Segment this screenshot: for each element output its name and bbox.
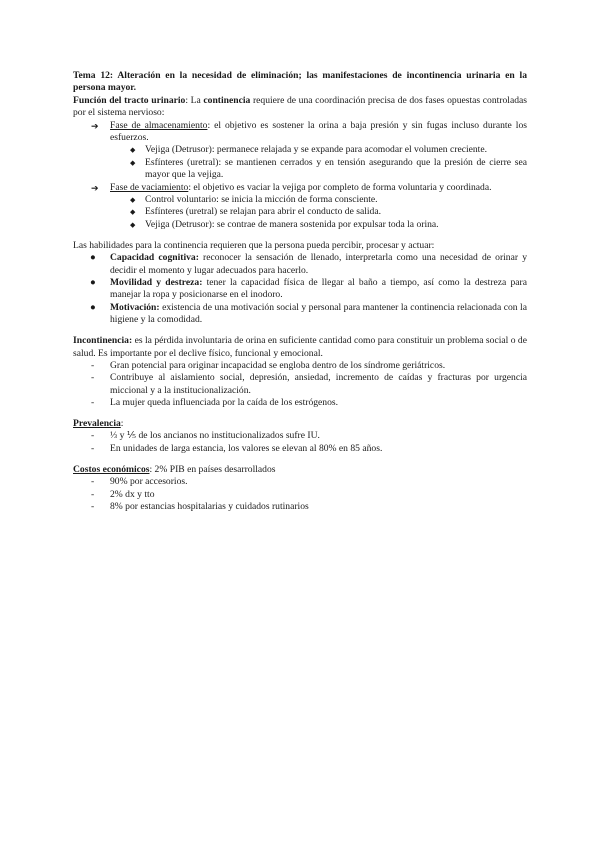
prevalencia-heading: Prevalencia: [73, 418, 124, 430]
fase-almacenamiento: ➔ Fase de almacenamiento: el objetivo es sostener la orina a baja presión y sin fugas incluso durante los esfuerzos. [91, 119, 527, 144]
dash-bullet: - [91, 372, 95, 384]
list-item: ● Movilidad y destreza: tener la capacidad física de llegar al baño a tiempo, así como la destreza para manejar la ropa y posicionarse en el inodoro. [90, 277, 527, 301]
list-item: ◆ Esfínteres (uretral): se mantienen cerrados y en tensión asegurando que la presión de cierre sea mayor que la vejiga. [130, 156, 527, 181]
list-item: - ⅓ y ⅕ de los ancianos no institucionalizados sufre IU. [91, 430, 320, 442]
fase-label: Fase de almacenamiento [110, 119, 208, 131]
diamond-bullet-icon: ◆ [130, 158, 136, 167]
habilidades-intro: Las habilidades para la continencia requieren que la persona pueda percibir, procesar y actuar: [73, 239, 435, 251]
dash-bullet: - [91, 430, 95, 442]
list-item: ◆ Control voluntario: se inicia la micción de forma consciente. [130, 194, 378, 206]
diamond-bullet-icon: ◆ [130, 146, 136, 155]
incontinencia-label: Incontinencia: [73, 335, 133, 347]
list-item: - 90% por accesorios. [91, 476, 188, 488]
list-item: - La mujer queda influenciada por la caída de los estrógenos. [91, 397, 339, 409]
list-item: ◆ Vejiga (Detrusor): permanece relajada y se expande para acomodar el volumen creciente. [130, 144, 488, 156]
continencia-keyword: continencia [203, 94, 251, 106]
document-title: Tema 12: Alteración en la necesidad de eliminación; las manifestaciones de incontinencia urinaria en la persona mayor. [73, 70, 527, 94]
arrow-icon: ➔ [91, 120, 99, 131]
bullet-icon: ● [90, 277, 96, 288]
dash-bullet: - [91, 442, 95, 454]
dash-bullet: - [91, 501, 95, 512]
funcion-label: Función del tracto urinario [73, 94, 186, 106]
list-item: - 2% dx y tto [91, 488, 155, 500]
document-page [73, 70, 527, 513]
diamond-bullet-icon: ◆ [130, 196, 136, 205]
dash-bullet: - [91, 488, 95, 500]
arrow-icon: ➔ [91, 182, 99, 193]
list-item: ● Motivación: existencia de una motivación social y personal para mantener la continencia relacionada con la higiene y la comodidad. [90, 301, 527, 326]
diamond-bullet-icon: ◆ [130, 220, 136, 229]
dash-bullet: - [91, 359, 95, 371]
list-item: - Gran potencial para originar incapacidad se engloba dentro de los síndrome geriátricos. [91, 359, 446, 371]
costos-heading: Costos económicos: 2% PIB en países desarrollados [73, 463, 276, 475]
funcion-paragraph: Función del tracto urinario: La continencia requiere de una coordinación precisa de dos fases opuestas controladas por el sistema nervioso: [73, 94, 527, 119]
fase-vaciamiento: ➔ Fase de vaciamiento: el objetivo es vaciar la vejiga por completo de forma voluntaria y coordinada. [91, 181, 492, 193]
list-item: - En unidades de larga estancia, los valores se elevan al 80% en 85 años. [91, 442, 383, 454]
dash-bullet: - [91, 397, 95, 409]
bullet-icon: ● [90, 301, 96, 313]
list-item: - Contribuye al aislamiento social, depresión, ansiedad, incremento de caídas y fracturas por urgencia miccional y a la institucionalización. [91, 372, 527, 396]
dash-bullet: - [91, 476, 95, 488]
fase-label: Fase de vaciamiento [110, 181, 189, 193]
list-item: ◆ Vejiga (Detrusor): se contrae de manera sostenida por expulsar toda la orina. [130, 218, 439, 230]
list-item: ● Capacidad cognitiva: reconocer la sensación de llenado, interpretarla como una necesidad de orinar y decidir el momento y lugar adecuados para hacerlo. [90, 252, 527, 276]
incontinencia-paragraph: Incontinencia: es la pérdida involuntaria de orina en suficiente cantidad como para constituir un problema social o de salud. Es importante por el declive físico, funcional y emocional. [73, 335, 527, 359]
list-item: ◆ Esfínteres (uretral) se relajan para abrir el conducto de salida. [130, 206, 381, 218]
bullet-icon: ● [90, 252, 96, 264]
diamond-bullet-icon: ◆ [130, 208, 136, 217]
list-item: - 8% por estancias hospitalarias y cuidados rutinarios [91, 501, 309, 512]
